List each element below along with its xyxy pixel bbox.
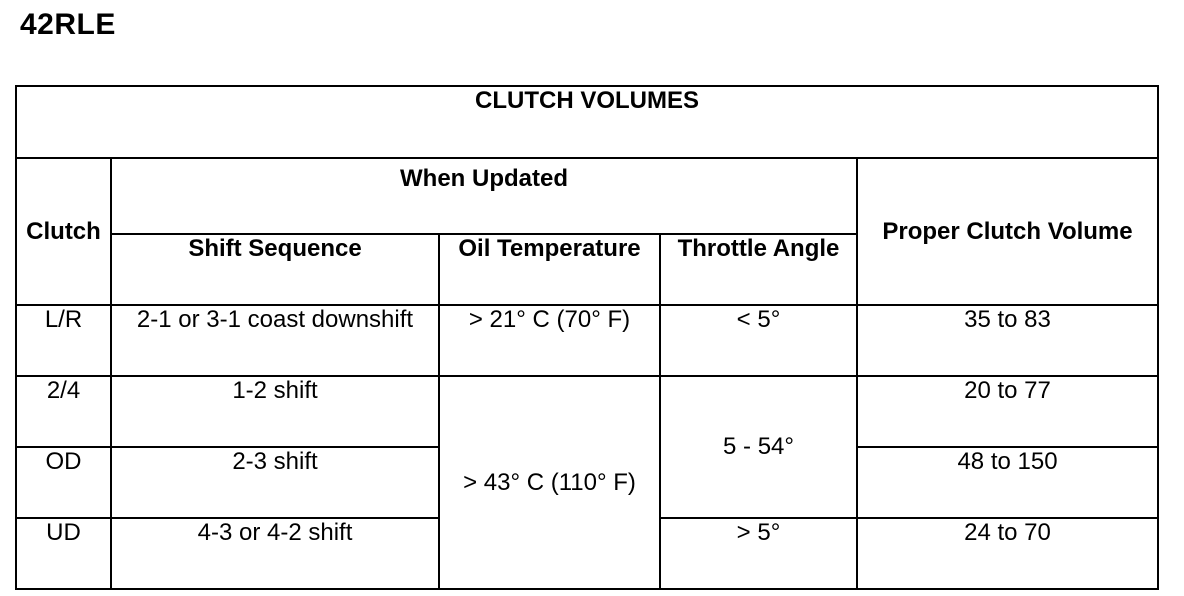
shift-sequence-cell: 1-2 shift	[111, 376, 439, 447]
volume-cell: 20 to 77	[857, 376, 1158, 447]
table-row	[16, 305, 1158, 376]
shift-sequence-cell: 4-3 or 4-2 shift	[111, 518, 439, 589]
header-clutch: Clutch	[16, 158, 111, 305]
header-throttle-angle: Throttle Angle	[660, 234, 857, 305]
table-title: CLUTCH VOLUMES	[16, 86, 1158, 158]
throttle-angle-cell: > 5°	[660, 518, 857, 589]
oil-temperature-cell: > 21° C (70° F)	[439, 305, 660, 376]
throttle-angle-merged-cell: 5 - 54°	[660, 376, 857, 518]
header-when-updated: When Updated	[111, 158, 857, 234]
clutch-cell: OD	[16, 447, 111, 518]
document-title: 42RLE	[20, 8, 116, 41]
clutch-cell: L/R	[16, 305, 111, 376]
volume-cell: 24 to 70	[857, 518, 1158, 589]
header-oil-temperature: Oil Temperature	[439, 234, 660, 305]
table-row	[16, 376, 1158, 447]
clutch-cell: 2/4	[16, 376, 111, 447]
shift-sequence-cell: 2-1 or 3-1 coast downshift	[111, 305, 439, 376]
header-shift-sequence: Shift Sequence	[111, 234, 439, 305]
header-proper-clutch-volume: Proper Clutch Volume	[857, 158, 1158, 305]
clutch-volumes-table	[15, 85, 1159, 590]
shift-sequence-cell: 2-3 shift	[111, 447, 439, 518]
clutch-cell: UD	[16, 518, 111, 589]
volume-cell: 48 to 150	[857, 447, 1158, 518]
volume-cell: 35 to 83	[857, 305, 1158, 376]
oil-temperature-merged-cell: > 43° C (110° F)	[439, 376, 660, 589]
throttle-angle-cell: < 5°	[660, 305, 857, 376]
